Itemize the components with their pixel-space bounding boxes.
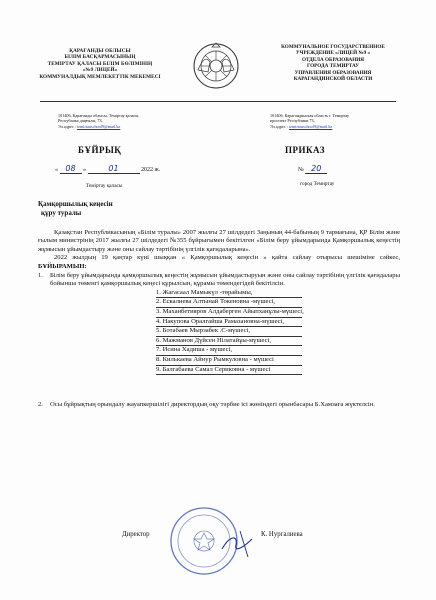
address-line: 101406, Карагандинская область г. Темиртау <box>270 113 350 118</box>
header-left-line: «№9 ЛИЦЕЙ» <box>82 67 118 74</box>
email-link[interactable]: temirtauschool9@mail.kz <box>77 123 121 129</box>
header-right-line: КАРАГАНДИНСКОЙ ОБЛАСТИ <box>293 76 373 83</box>
date-open-quote: « <box>55 167 58 173</box>
header-left-line: БІЛІМ БАСҚАРМАСЫНЫҢ <box>64 54 136 61</box>
header-left-line: ТЕМІРТАУ ҚАЛАСЫ БІЛІМ БӨЛІМІНІҢ <box>47 60 153 67</box>
address-line: Республика даңғылы, 73, <box>58 118 103 124</box>
decision-text: 2022 жылдың 19 қаңтар күні шыққан « Қамқоршылық кеңесін » қайта сайлау отырысы шешіміне сәйкес, <box>54 254 400 262</box>
doc-type-ru: ПРИКАЗ <box>285 145 326 155</box>
order-body <box>38 229 400 410</box>
item-number: 2. <box>38 401 43 409</box>
email-line <box>58 124 188 129</box>
email-prefix: Эл.адрес : <box>58 123 76 129</box>
list-item: 4. Накупова Оралгайша Рамазановна-мүшесі, <box>156 318 302 328</box>
date-close-quote: » <box>83 167 86 173</box>
order-word: БҰЙЫРАМЫН: <box>38 262 87 270</box>
number-value: 20 <box>305 164 327 174</box>
doc-type-kz: БҰЙРЫҚ <box>78 145 122 155</box>
order-number <box>298 164 327 174</box>
list-item: 7. Исина Хадиша - мүшесі, <box>156 346 302 356</box>
address-line: проспект Республики 73, <box>270 118 315 124</box>
council-members-list <box>156 289 400 375</box>
city-kz: Теміртау қаласы <box>86 183 123 189</box>
signature-role: Директор <box>122 531 150 538</box>
address-right <box>270 113 410 129</box>
list-item: 6. Мажманов Дүйсен Нілатайұы-мүшесі, <box>156 337 302 347</box>
email-link[interactable]: temirtauschool9@mail.kz <box>289 123 333 129</box>
item-number: 1. <box>38 272 43 280</box>
email-prefix: Эл.адрес : <box>270 123 288 129</box>
header-right-line: КОММУНАЛЬНОЕ ГОСУДАРСТВЕННОЕ <box>281 44 385 50</box>
order-item <box>38 401 400 409</box>
address-line: 101406, Қарағанды облысы, Теміртау қаласы, <box>58 113 140 118</box>
item-text: Осы бұйрықтың орындалу жауапкершілігі директордың оқу тәрбие ісі жөніндегі орынбасары Б.Хамзаға жүктелсін. <box>50 401 375 409</box>
header-right-line: ГОРОДА ТЕМИРТАУ <box>306 63 360 70</box>
date-year: 2022 ж. <box>141 167 161 173</box>
header-left-line: ҚАРАҒАНДЫ ОБЛЫСЫ <box>69 48 131 54</box>
date-month: 01 <box>88 164 140 174</box>
list-item: 9. Балгабаева Самал Сериковна - мүшесі <box>156 366 302 376</box>
header-right-institution <box>262 44 404 82</box>
list-item: 1. Жагасаал Мамыкүл -төрайымы, <box>156 289 302 299</box>
list-item: 5. Ботабаев Мырзабек .С-мүшесі, <box>156 327 302 337</box>
list-item: 2. Ескалиева Алтынай Токеновна -мүшесі, <box>156 298 302 308</box>
preamble-paragraph: Қазақстан Республикасының «Білім туралы» 2007 жылғы 27 шілдедегі Заңының 44-бабының 9 тармағына, ҚР Білім және ғылым министрінің 2017 жылғы 27 шілдедегі №355 бұйрығымен бекітілген «Білім беру ұйымдарында Қамқоршылық кеңестің жұмысын ұйымдастыру және оны сайлау тәртібінің үлгілік қағидаларына». <box>38 229 400 253</box>
list-item: 8. Килькаева Айнур Рымкуловна - мүшесі <box>156 356 302 366</box>
city-ru: город Темиртау <box>300 181 335 187</box>
header-divider <box>40 101 396 102</box>
email-line <box>270 124 410 129</box>
header-left-line: КОММУНАЛДЫҚ МЕМЛЕКЕТТІК МЕКЕМЕСІ <box>39 73 161 80</box>
official-stamp-icon <box>152 505 256 577</box>
address-left <box>58 113 188 129</box>
header-right-line: УЧРЕЖДЕНИЕ «ЛИЦЕЙ №9 » <box>295 50 371 57</box>
order-date <box>55 164 160 174</box>
header-left-institution <box>30 48 170 80</box>
decision-paragraph <box>38 254 400 271</box>
date-day: 08 <box>60 164 82 174</box>
order-subject <box>38 200 113 218</box>
kazakhstan-emblem-icon <box>192 42 240 90</box>
number-prefix: № <box>298 167 304 173</box>
order-items <box>38 272 400 410</box>
subject-line: Қамқоршылық кеңесін <box>38 200 113 208</box>
header-right-line: УПРАВЛЕНИЯ ОБРАЗОВАНИЯ <box>294 69 372 76</box>
list-item: 3. Маханбетияров Алдаберген Айыпханұлы-мүшесі, <box>156 308 302 318</box>
header-right-line: ОТДЕЛА ОБРАЗОВАНИЯ <box>301 56 365 63</box>
subject-line: құру туралы <box>41 209 82 217</box>
signature-name: К. Нургалиева <box>261 531 303 538</box>
order-item <box>38 272 400 289</box>
item-text: Білім беру ұйымдарында қамқоршылық кеңестің жұмысын ұйымдастыруын және оны сайлау тәртібінің үлгілік қағидалары бойынша төменгі қамқоршылық кеңесі құрылсын, құрамы төмендегідей бекітілсін. <box>50 272 400 288</box>
